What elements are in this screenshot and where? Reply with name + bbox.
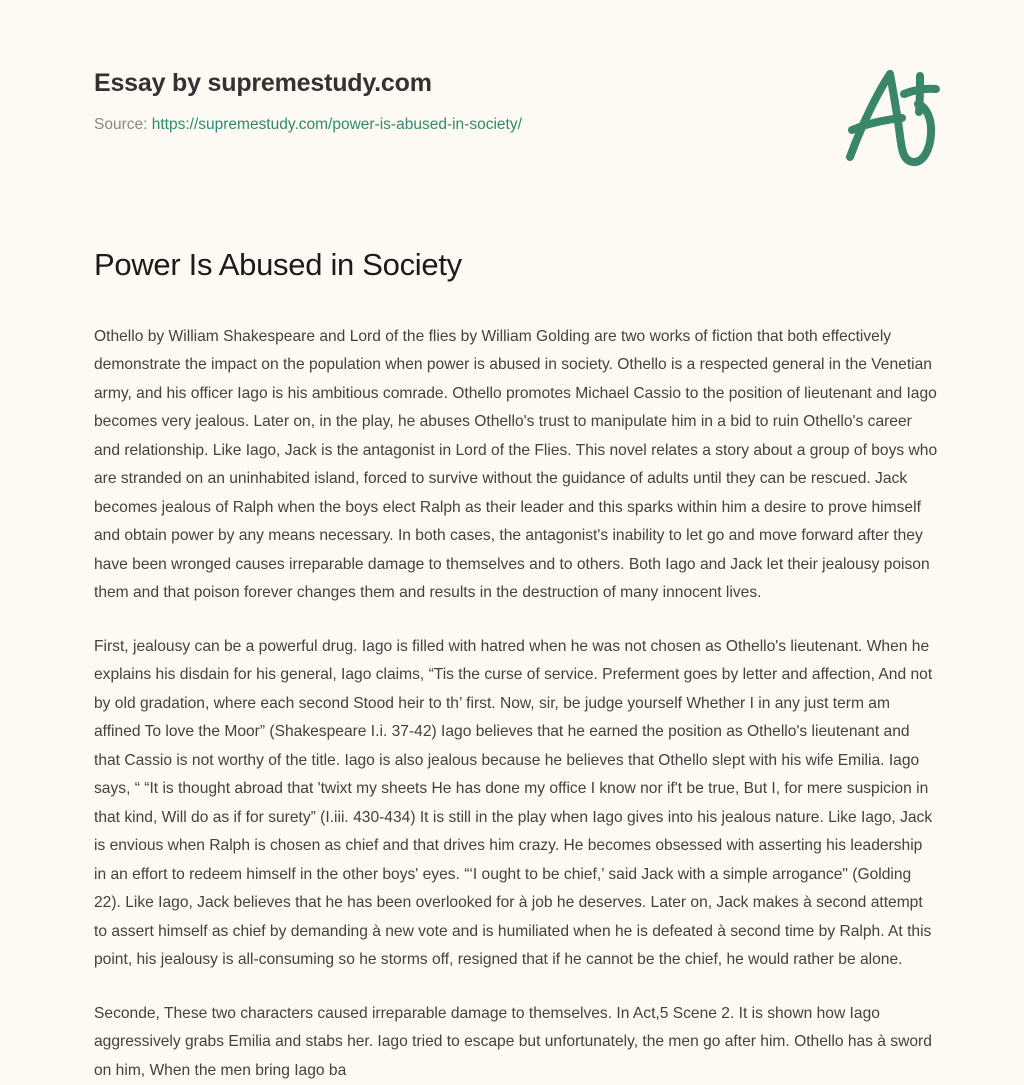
- article-paragraph: Othello by William Shakespeare and Lord of the flies by William Golding are two works of fiction that both effectively demonstrate the impact on the population when power is abused in society. Othello is a respected general in the Venetian army, and his officer Iago is his ambitious comrade. Othello promotes Michael Cassio to the position of lieutenant and Iago becomes very jealous. Later on, in the play, he abuses Othello's trust to manipulate him in a bid to ruin Othello's career and relationship. Like Iago, Jack is the antagonist in Lord of the Flies. This novel relates a story about a group of boys who are stranded on an uninhabited island, forced to survive without the guidance of adults until they can be rescued. Jack becomes jealous of Ralph when the boys elect Ralph as their leader and this sparks within him a desire to prove himself and obtain power by any means necessary. In both cases, the antagonist's inability to let go and move forward after they have been wronged causes irreparable damage to themselves and to others. Both Iago and Jack let their jealousy poison them and that poison forever changes them and results in the destruction of many innocent lives.: [94, 327, 938, 602]
- a-plus-logo[interactable]: [830, 62, 950, 172]
- brand-title: Essay by supremestudy.com: [94, 69, 432, 97]
- article-paragraph: First, jealousy can be a powerful drug. Iago is filled with hatred when he was not chosen as Othello's lieutenant. When he explains his disdain for his general, Iago claims, “Tis the curse of service. Preferment goes by letter and affection, And not by old gradation, where each second Stood heir to th’ first. Now, sir, be judge yourself Whether I in any just term am affined To love the Moor” (Shakespeare I.i. 37-42) Iago believes that he earned the position as Othello's lieutenant and that Cassio is not worthy of the title. Iago is also jealous because he believes that Othello slept with his wife Emilia. Iago says, “ “It is thought abroad that 'twixt my sheets He has done my office I know nor if't be true, But I, for mere suspicion in that kind, Will do as if for surety” (I.iii. 430-434) It is still in the play when Iago gives into his jealous nature. Like Iago, Jack is envious when Ralph is chosen as chief and that drives him crazy. He becomes obsessed with asserting his leadership in an effort to redeem himself in the other boys' eyes. “‘I ought to be chief,’ said Jack with a simple arrogance" (Golding 22). Like Iago, Jack believes that he has been overlooked for à job he deserves. Later on, Jack makes à second attempt to assert himself as chief by demanding à new vote and is humiliated when he is defeated à second time by Ralph. At this point, his jealousy is all-consuming so he storms off, resigned that if he cannot be the chief, he would rather be alone.: [94, 637, 933, 969]
- source-label: Source:: [94, 116, 148, 133]
- a-plus-logo-icon: [830, 62, 950, 172]
- article-body: [94, 323, 938, 1085]
- source-line: [94, 115, 794, 135]
- article-paragraph: Seconde, These two characters caused irreparable damage to themselves. In Act,5 Scene 2. It is shown how Iago aggressively grabs Emilia and stabs her. Iago tried to escape but unfortunately, the men go after him. Othello has à sword on him, When the men bring Iago ba: [94, 1004, 932, 1079]
- article: [94, 246, 938, 1085]
- page-title: Power Is Abused in Society: [94, 247, 462, 282]
- site-header: [0, 0, 1024, 200]
- brand-block: [94, 68, 794, 135]
- source-url-link[interactable]: https://supremestudy.com/power-is-abused-in-society/: [151, 116, 522, 133]
